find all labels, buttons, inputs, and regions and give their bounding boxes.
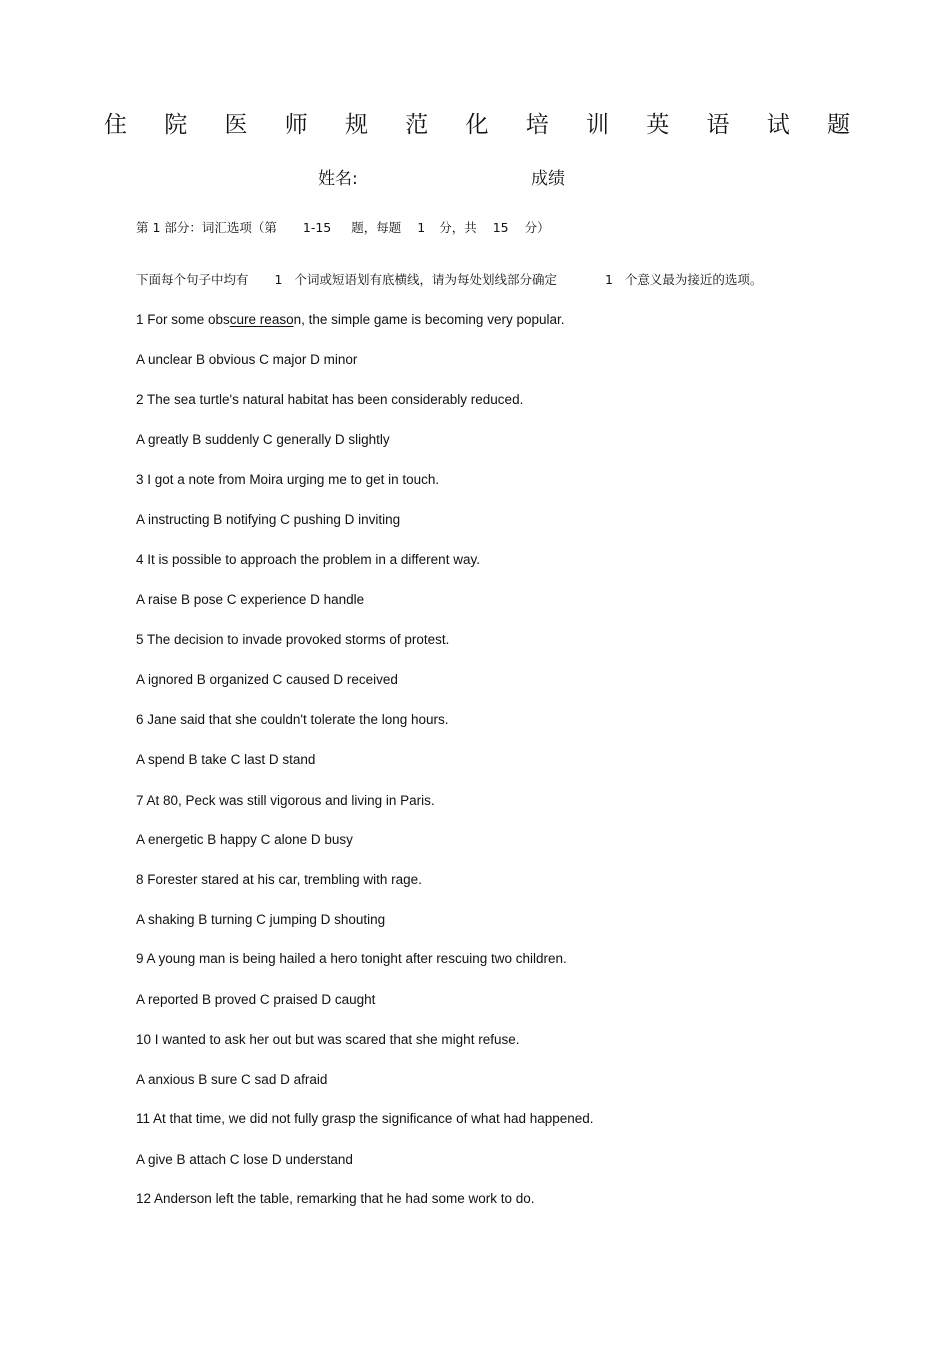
title-char: 范 (405, 112, 429, 138)
question-1-options: A unclear B obvious C major D minor (136, 352, 358, 367)
score-label: 成绩 (531, 169, 565, 189)
instruction-part: 下面每个句子中均有 (136, 272, 249, 287)
question-3-options: A instructing B notifying C pushing D inviting (136, 512, 401, 527)
title-char: 试 (766, 112, 790, 138)
question-3: 3 I got a note from Moira urging me to get in touch. (136, 472, 440, 487)
question-8-options: A shaking B turning C jumping D shouting (136, 912, 386, 927)
section-heading-total: 15 (492, 220, 509, 235)
instruction (136, 270, 762, 288)
title-char: 英 (646, 112, 670, 138)
section-heading-points: 1 (417, 220, 426, 235)
title-char: 训 (586, 112, 609, 138)
question-4-options: A raise B pose C experience D handle (136, 592, 365, 607)
question-2-options: A greatly B suddenly C generally D slightly (136, 432, 390, 447)
question-8: 8 Forester stared at his car, trembling with rage. (136, 872, 422, 887)
question-5: 5 The decision to invade provoked storms of protest. (136, 632, 450, 647)
question-1 (136, 312, 564, 327)
question-7-options: A energetic B happy C alone D busy (136, 832, 353, 847)
section-heading-part: 题，每题 (351, 220, 402, 235)
instruction-number: 1 (604, 272, 613, 287)
underlined-phrase: cure reaso (229, 312, 294, 327)
name-label: 姓名: (318, 169, 358, 189)
section-heading-part: 分，共 (439, 220, 477, 235)
title-char: 规 (345, 112, 368, 138)
title-char: 语 (706, 112, 730, 138)
section-heading (136, 218, 550, 236)
question-2: 2 The sea turtle's natural habitat has been considerably reduced. (136, 392, 524, 407)
question-5-options: A ignored B organized C caused D received (136, 672, 398, 687)
question-9-options: A reported B proved C praised D caught (136, 992, 376, 1007)
section-heading-part: 分） (524, 220, 550, 235)
question-10-options: A anxious B sure C sad D afraid (136, 1072, 328, 1087)
question-text: 1 For some obs (136, 312, 230, 327)
title-char: 培 (525, 112, 549, 138)
section-heading-range: 1-15 (302, 220, 332, 235)
document-title (104, 106, 850, 139)
title-char: 化 (465, 112, 489, 138)
question-10: 10 I wanted to ask her out but was scared that she might refuse. (136, 1032, 520, 1047)
title-char: 题 (827, 112, 850, 138)
question-11: 11 At that time, we did not fully grasp the significance of what had happened. (136, 1111, 594, 1126)
title-char: 住 (104, 112, 127, 138)
title-char: 医 (224, 112, 248, 138)
question-12: 12 Anderson left the table, remarking that he had some work to do. (136, 1191, 535, 1206)
instruction-part: 个词或短语划有底横线，请为每处划线部分确定 (294, 272, 557, 287)
question-6-options: A spend B take C last D stand (136, 752, 316, 767)
instruction-number: 1 (274, 272, 283, 287)
section-heading-part: 第 1 部分：词汇选项（第 (136, 220, 277, 235)
question-7: 7 At 80, Peck was still vigorous and living in Paris. (136, 793, 435, 808)
instruction-part: 个意义最为接近的选项。 (624, 272, 763, 287)
question-4: 4 It is possible to approach the problem in a different way. (136, 552, 480, 567)
question-9: 9 A young man is being hailed a hero tonight after rescuing two children. (136, 951, 567, 966)
title-char: 院 (164, 112, 188, 138)
question-text: n, the simple game is becoming very popular. (293, 312, 565, 327)
question-11-options: A give B attach C lose D understand (136, 1152, 353, 1167)
question-6: 6 Jane said that she couldn't tolerate the long hours. (136, 712, 449, 727)
title-char: 师 (284, 112, 308, 138)
